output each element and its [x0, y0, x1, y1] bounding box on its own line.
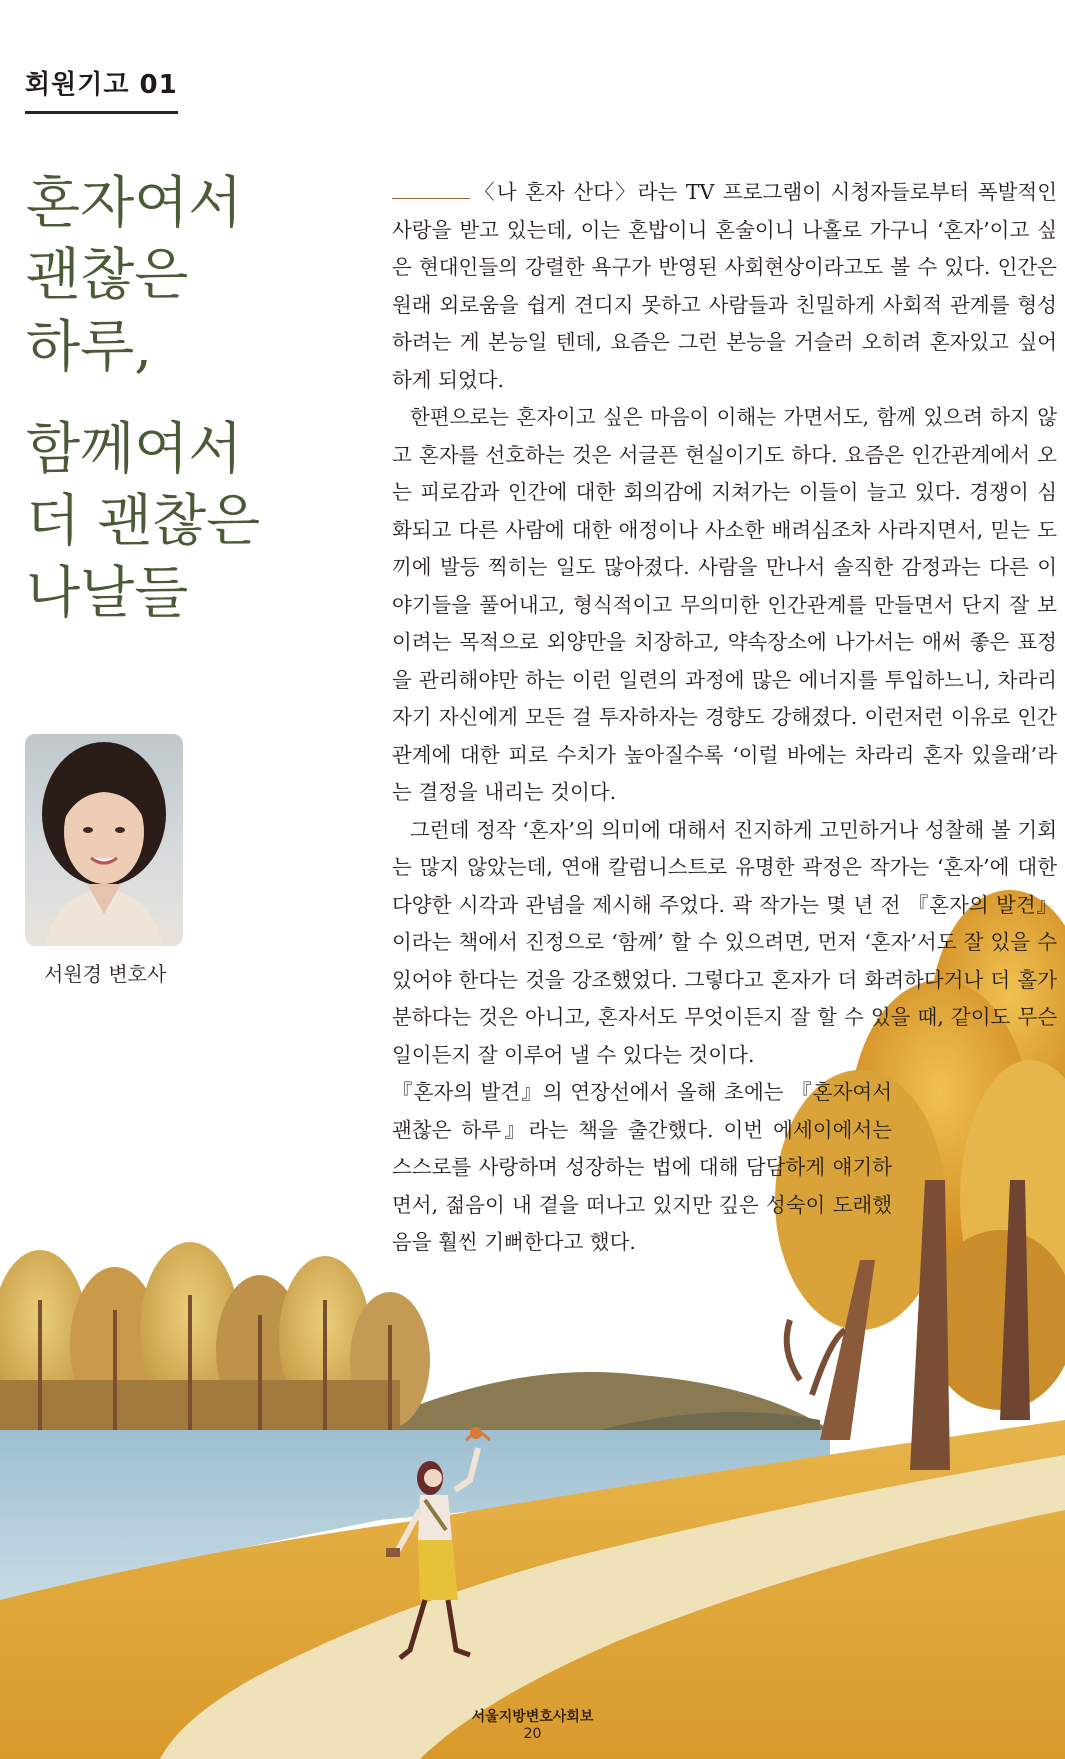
title-line: 나날들 [26, 561, 189, 626]
article-body [392, 174, 1057, 1262]
page-number: 20 [523, 1726, 542, 1742]
article-paragraph [392, 174, 1057, 399]
title-part-1 [26, 168, 260, 384]
title-line: 함께여서 [26, 417, 243, 482]
author-portrait [25, 734, 183, 946]
title-part-2 [26, 414, 260, 630]
article-paragraph: 『혼자의 발견』의 연장선에서 올해 초에는 『혼자여서 괜찮은 하루』라는 책을 출간했다. 이번 에세이에서는 스스로를 사랑하며 성장하는 법에 대해 담담하게 얘기하면서, 젊음이 내 곁을 떠나고 있지만 깊은 성숙이 도래했음을 훨씬 기뻐한다고 했다. [392, 1080, 892, 1254]
lead-rule [392, 197, 470, 199]
title-line: 더 괜찮은 [26, 489, 261, 554]
section-label: 회원기고 01 [25, 64, 178, 114]
publication-name: 서울지방변호사회보 [471, 1709, 594, 1725]
left-tree-line [0, 1242, 430, 1440]
author-name: 서원경 변호사 [44, 962, 167, 986]
portrait-illustration [25, 734, 183, 946]
article-title [26, 168, 260, 660]
title-line: 괜찮은 [26, 243, 189, 308]
title-line: 하루, [26, 315, 152, 380]
title-line: 혼자여서 [26, 171, 243, 236]
paragraph-text: 〈나 혼자 산다〉라는 TV 프로그램이 시청자들로부터 폭발적인 사랑을 받고 있는데, 이는 혼밥이니 혼술이니 나홀로 가구니 ‘혼자’이고 싶은 현대인들의 강렬한 욕구가 반영된 사회현상이라고도 볼 수 있다. 인간은 원래 외로움을 쉽게 견디지 못하고 사람들과 친밀하게 사회적 관계를 형성하려는 게 본능일 텐데, 요즘은 그런 본능을 거슬러 오히려 혼자있고 싶어 하게 되었다. [392, 180, 1057, 392]
article-paragraph: 그런데 정작 ‘혼자’의 의미에 대해서 진지하게 고민하거나 성찰해 볼 기회는 많지 않았는데, 연애 칼럼니스트로 유명한 곽정은 작가는 ‘혼자’에 대한 다양한 시각과 관념을 제시해 주었다. 곽 작가는 몇 년 전 『혼자의 발견』이라는 책에서 진정으로 ‘함께’ 할 수 있으려면, 먼저 ‘혼자’서도 잘 있을 수 있어야 한다는 것을 강조했었다. 그렇다고 혼자가 더 화려하다거나 더 홀가분하다는 것은 아니고, 혼자서도 무엇이든지 잘 할 수 있을 때, 같이도 무슨 일이든지 잘 이루어 낼 수 있다는 것이다. [392, 817, 1057, 1067]
article-paragraph: 한편으로는 혼자이고 싶은 마음이 이해는 가면서도, 함께 있으려 하지 않고 혼자를 선호하는 것은 서글픈 현실이기도 하다. 요즘은 인간관계에서 오는 피로감과 인간에 대한 회의감에 지쳐가는 이들이 늘고 있다. 경쟁이 심화되고 다른 사람에 대한 애정이나 사소한 배려심조차 사라지면서, 믿는 도끼에 발등 찍히는 일도 많아졌다. 사람을 만나서 솔직한 감정과는 다른 이야기들을 풀어내고, 형식적이고 무의미한 인간관계를 만들면서 단지 잘 보이려는 목적으로 외양만을 치장하고, 약속장소에 나가서는 애써 좋은 표정을 관리해야만 하는 이런 일련의 과정에 많은 에너지를 투입하느니, 차라리 자기 자신에게 모든 걸 투자하자는 경향도 강해졌다. 이런저런 이유로 인간관계에 대한 피로 수치가 높아질수록 ‘이럴 바에는 차라리 혼자 있을래’라는 결정을 내리는 것이다. [392, 405, 1057, 804]
